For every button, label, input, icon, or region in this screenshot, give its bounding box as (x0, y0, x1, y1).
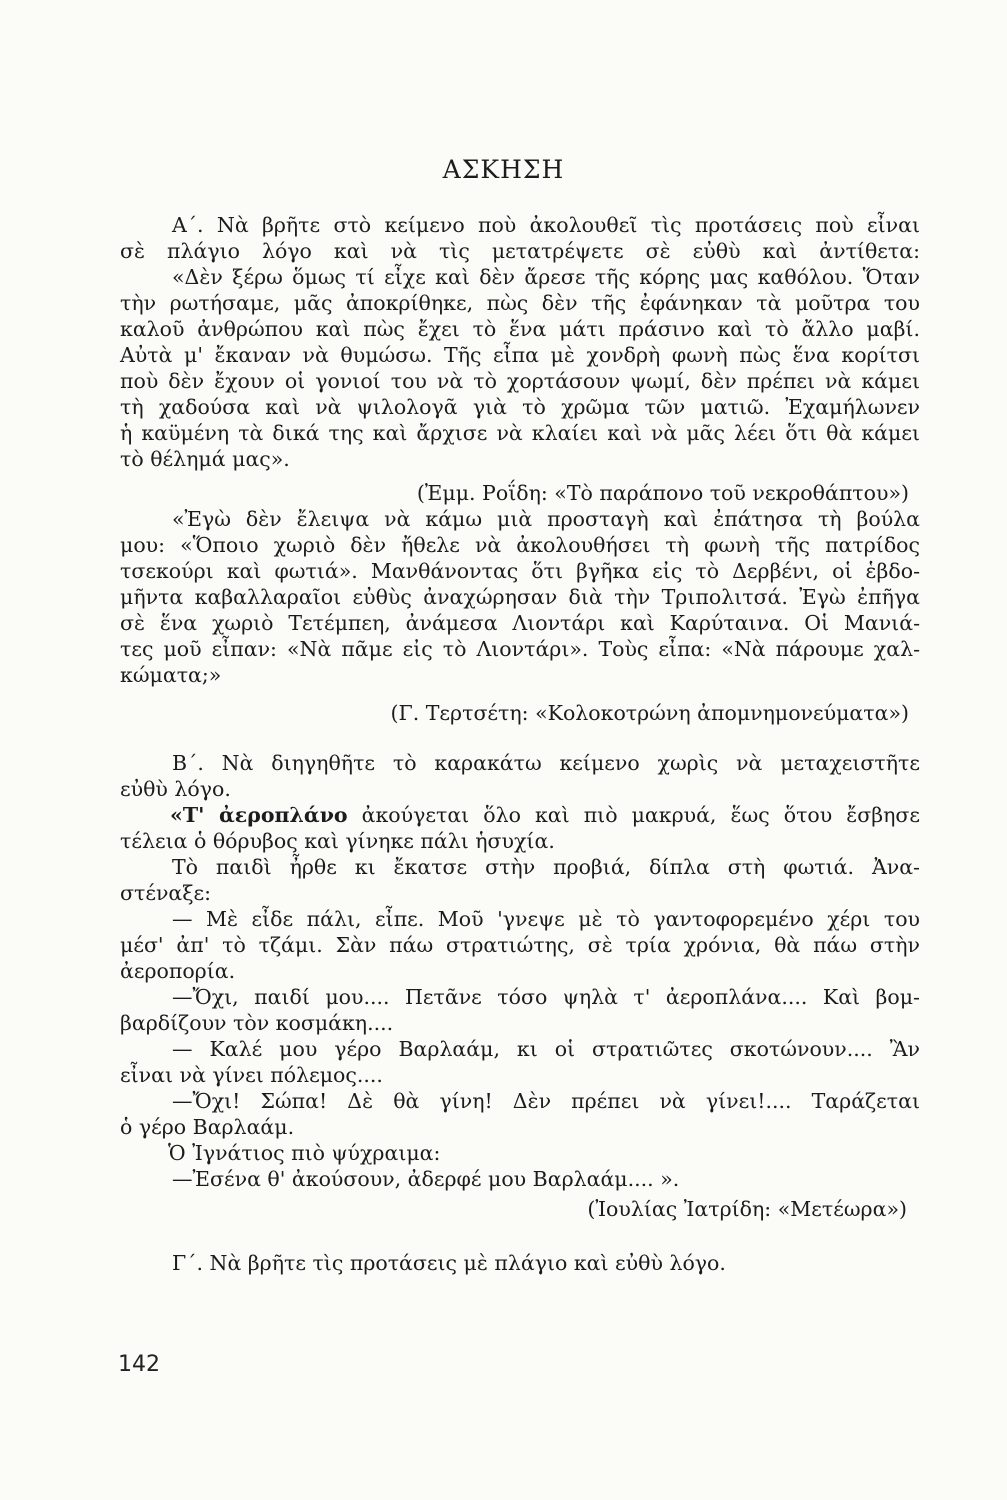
text-line (170, 802, 920, 828)
text-line: Αὐτὰ μ' ἔκαναν νὰ θυμώσω. Τῆς εἶπα μὲ χονδρὴ φωνὴ πὼς ἕνα κορίτσι (120, 343, 920, 367)
text-line: μου: «Ὅποιο χωριὸ δὲν ἤθελε νὰ ἀκολουθήσει τὴ φωνὴ τῆς πατρίδος (120, 533, 920, 557)
text-line: μῆντα καβαλλαραῖοι εὐθὺς ἀναχώρησαν διὰ τὴν Τριπολιτσά. Ἐγὼ ἐπῆγα (120, 585, 920, 609)
text-line: τὴ χαδούσα καὶ νὰ ψιλολογᾶ γιὰ τὸ χρῶμα τῶν ματιῶ. Ἐχαμήλωνεν (120, 395, 920, 419)
text-line: ἀεροπορία. (120, 959, 236, 983)
text-line: «Ἐγὼ δὲν ἔλειψα νὰ κάμω μιὰ προσταγὴ καὶ ἐπάτησα τὴ βούλα (172, 507, 920, 531)
text-line: ποὺ δὲν ἔχουν οἱ γονιοί του νὰ τὸ χορτάσουν ψωμί, δὲν πρέπει νὰ κάμει (120, 369, 920, 393)
text-line: κώματα;» (120, 663, 222, 687)
text-line: τσεκούρι καὶ φωτιά». Μανθάνοντας ὅτι βγῆκα εἰς τὸ Δερβένι, οἱ ἑβδο- (120, 559, 920, 583)
page-number: 142 (118, 1352, 160, 1377)
dialogue-line: —Ἐσένα θ' ἀκούσουν, ἀδερφέ μου Βαρλαάμ.... ». (172, 1167, 680, 1191)
text-line: ὁ γέρο Βαρλαάμ. (120, 1115, 295, 1139)
bold-opening: «Τ' ἀεροπλάνο (170, 803, 348, 827)
text-line: σὲ πλάγιο λόγο καὶ νὰ τὶς μετατρέψετε σὲ εὐθὺ καὶ ἀντίθετα: (120, 239, 920, 263)
citation: (Γ. Τερτσέτη: «Κολοκοτρώνη ἀπομνημονεύματα») (390, 701, 909, 725)
text-line: ἡ καϋμένη τὰ δικά της καὶ ἄρχισε νὰ κλαίει καὶ νὰ μᾶς λέει ὅτι θὰ κάμει (120, 421, 920, 445)
text-line: «Δὲν ξέρω ὅμως τί εἶχε καὶ δὲν ἄρεσε τῆς κόρης μας καθόλου. Ὅταν (172, 265, 920, 289)
text-line: σὲ ἕνα χωριὸ Τετέμπεη, ἀνάμεσα Λιοντάρι καὶ Καρύταινα. Οἱ Μανιά- (120, 611, 920, 635)
exercise-c-instruction: Γ΄. Νὰ βρῆτε τὶς προτάσεις μὲ πλάγιο καὶ εὐθὺ λόγο. (172, 1251, 726, 1275)
page-title: ΑΣΚΗΣΗ (442, 155, 565, 184)
dialogue-line: — Καλέ μου γέρο Βαρλαάμ, κι οἱ στρατιῶτες σκοτώνουν.... Ἂν (172, 1037, 920, 1061)
text-line: Ὁ Ἰγνάτιος πιὸ ψύχραιμα: (168, 1141, 441, 1165)
dialogue-line: —Ὄχι! Σώπα! Δὲ θὰ γίνη! Δὲν πρέπει νὰ γίνει!.... Ταράζεται (172, 1089, 920, 1113)
text-line: εὐθὺ λόγο. (120, 777, 231, 801)
text-line: τὴν ρωτήσαμε, μᾶς ἀποκρίθηκε, πὼς δὲν τῆς ἐφάνηκαν τὰ μοῦτρα του (120, 291, 920, 315)
text-line: στέναξε: (120, 881, 212, 905)
text-line: εἶναι νὰ γίνει πόλεμος.... (120, 1063, 383, 1087)
text-line: τὸ θέλημά μας». (120, 447, 290, 471)
exercise-b-instruction: Β΄. Νὰ διηγηθῆτε τὸ καρακάτω κείμενο χωρὶς νὰ μεταχειστῆτε (172, 751, 920, 775)
dialogue-line: — Μὲ εἶδε πάλι, εἶπε. Μοῦ 'γνεψε μὲ τὸ γαντοφορεμένο χέρι του (172, 907, 920, 931)
text-line: τέλεια ὁ θόρυβος καὶ γίνηκε πάλι ἡσυχία. (120, 829, 555, 853)
text-line: βαρδίζουν τὸν κοσμάκη.... (120, 1011, 394, 1035)
text-line: μέσ' ἀπ' τὸ τζάμι. Σὰν πάω στρατιώτης, σὲ τρία χρόνια, θὰ πάω στὴν (120, 933, 920, 957)
citation: (Ἰουλίας Ἰατρίδη: «Μετέωρα») (587, 1197, 907, 1221)
text-line: καλοῦ ἀνθρώπου καὶ πὼς ἔχει τὸ ἕνα μάτι πράσινο καὶ τὸ ἄλλο μαβί. (120, 317, 920, 341)
text-line: Τὸ παιδὶ ἦρθε κι ἔκατσε στὴν προβιά, δίπλα στὴ φωτιά. Ἀνα- (172, 855, 920, 879)
text-line: τες μοῦ εἶπαν: «Νὰ πᾶμε εἰς τὸ Λιοντάρι». Τοὺς εἶπα: «Νὰ πάρουμε χαλ- (120, 637, 920, 661)
dialogue-line: —Ὄχι, παιδί μου.... Πετᾶνε τόσο ψηλὰ τ' ἀεροπλάνα.... Καὶ βομ- (172, 985, 920, 1009)
exercise-a-instruction: Α΄. Νὰ βρῆτε στὸ κείμενο ποὺ ἀκολουθεῖ τὶς προτάσεις ποὺ εἶναι (172, 213, 920, 237)
citation: (Ἐμμ. Ροΐδη: «Τὸ παράπονο τοῦ νεκροθάπτου») (416, 481, 909, 505)
text-span: ἀκούγεται ὅλο καὶ πιὸ μακρυά, ἕως ὅτου ἔσβησε (347, 803, 920, 827)
